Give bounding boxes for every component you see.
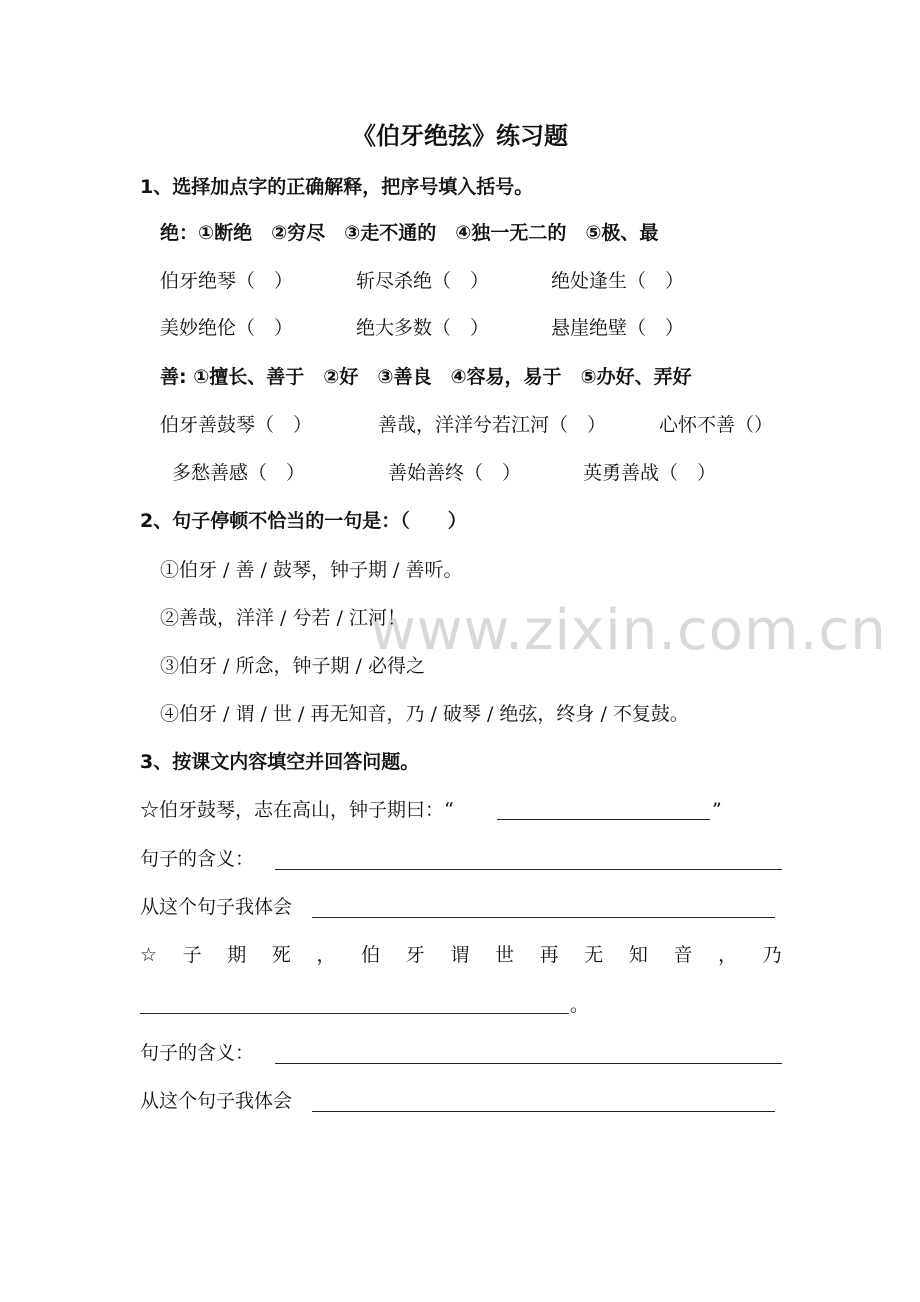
q3-heading: 3、按课文内容填空并回答问题。 (140, 751, 420, 773)
answer-blank (312, 917, 775, 918)
q3-item2-char: 乃 (762, 944, 782, 966)
q2-option: ②善哉，洋洋 / 兮若 / 江河！ (160, 607, 406, 629)
q1-jue-options: 绝：①断绝 ②穷尽 ③走不通的 ④独一无二的 ⑤极、最 (160, 222, 659, 244)
answer-blank (275, 1063, 782, 1064)
page-title: 《伯牙绝弦》练习题 (352, 122, 568, 150)
q3-item2-char: 无 (584, 944, 604, 966)
q1-heading: 1、选择加点字的正确解释，把序号填入括号。 (140, 176, 534, 198)
q3-item2-char: 再 (539, 944, 559, 966)
watermark: www.zixin.com.cn (370, 598, 887, 663)
q2-option: ①伯牙 / 善 / 鼓琴，钟子期 / 善听。 (160, 559, 463, 581)
q1-shan-item: 英勇善战（ ） (583, 462, 717, 484)
q3-item1-suffix: ” (712, 799, 722, 821)
q3-item1-prefix: ☆伯牙鼓琴，志在高山，钟子期曰：“ (140, 799, 454, 821)
answer-blank (312, 1111, 775, 1112)
q3-item2-char: ， (718, 944, 738, 966)
q3-item2-line (140, 943, 782, 967)
q3-item2-end: 。 (570, 994, 590, 1016)
q3-meaning-label: 句子的含义： (140, 1042, 255, 1064)
answer-blank (497, 819, 710, 820)
q1-shan-item: 多愁善感（ ） (172, 462, 306, 484)
q1-jue-item: 伯牙绝琴（ ） (160, 270, 294, 292)
q2-heading: 2、句子停顿不恰当的一句是：（ ） (140, 510, 467, 532)
q3-feeling-label: 从这个句子我体会 (140, 1090, 293, 1112)
q1-shan-item: 伯牙善鼓琴（ ） (160, 414, 313, 436)
q3-meaning-label: 句子的含义： (140, 848, 255, 870)
answer-blank (140, 1013, 569, 1014)
q1-shan-options: 善: ①擅长、善于 ②好 ③善良 ④容易，易于 ⑤办好、弄好 (160, 366, 692, 388)
q1-jue-item: 斩尽杀绝（ ） (356, 270, 490, 292)
q3-item2-char: 伯 (361, 944, 381, 966)
q3-item2-char: 谓 (450, 944, 470, 966)
q3-feeling-label: 从这个句子我体会 (140, 896, 293, 918)
q1-jue-item: 美妙绝伦（ ） (160, 317, 294, 339)
q3-item2-char: ， (316, 944, 336, 966)
q3-item2-char: ☆ (140, 944, 158, 966)
q3-item2-char: 子 (182, 944, 202, 966)
q2-option: ③伯牙 / 所念，钟子期 / 必得之 (160, 655, 425, 677)
q3-item2-char: 世 (495, 944, 515, 966)
q1-jue-item: 绝处逢生（ ） (551, 270, 685, 292)
q3-item2-char: 知 (628, 944, 648, 966)
q1-jue-item: 悬崖绝壁（ ） (551, 317, 685, 339)
q3-item2-char: 死 (271, 944, 291, 966)
q3-item2-char: 期 (227, 944, 247, 966)
q3-item2-char: 音 (673, 944, 693, 966)
q2-option: ④伯牙 / 谓 / 世 / 再无知音，乃 / 破琴 / 绝弦，终身 / 不复鼓。 (160, 703, 689, 725)
answer-blank (275, 869, 782, 870)
q3-item2-char: 牙 (405, 944, 425, 966)
q1-jue-item: 绝大多数（ ） (356, 317, 490, 339)
q1-shan-item: 善哉，洋洋兮若江河（ ） (378, 414, 607, 436)
q1-shan-item: 善始善终（ ） (388, 462, 522, 484)
q1-shan-item: 心怀不善（） (659, 414, 774, 436)
